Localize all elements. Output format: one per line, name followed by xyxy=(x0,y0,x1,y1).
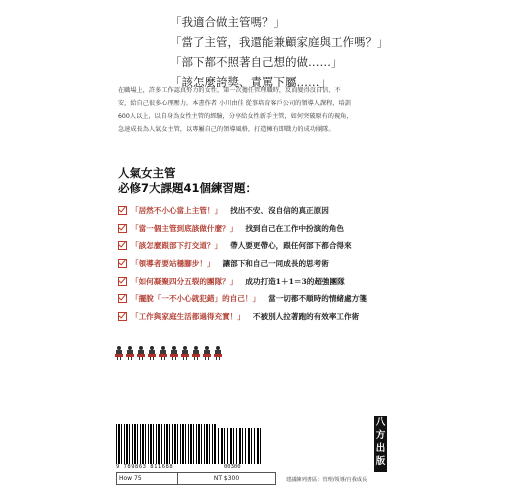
woman-figure-icon xyxy=(192,346,200,360)
woman-figure-icon xyxy=(214,346,222,360)
series-code: How 75 xyxy=(117,473,178,484)
woman-figure-icon xyxy=(115,346,123,360)
list-item xyxy=(118,308,367,326)
info-box xyxy=(116,472,276,485)
lesson-desc: 找到自己在工作中扮演的角色 xyxy=(245,223,345,233)
lesson-title: 「當一個主管到底該做什麼？」 xyxy=(131,223,238,233)
intro-line: 急速成長為人氣女主管，以專屬自己的領導風格，打造擁有即戰力的成功團隊。 xyxy=(118,126,335,133)
checkbox-icon xyxy=(118,259,127,268)
lesson-desc: 帶人要更帶心，跟任何部下都合得來 xyxy=(230,241,352,251)
woman-figure-icon xyxy=(148,346,156,360)
checkbox-icon xyxy=(118,206,127,215)
lesson-title: 「工作與家庭生活都過得充實！」 xyxy=(131,311,245,321)
intro-line: 安，給自己很多心理壓力。本書作者 小川由佳 從事培育客戶公司的領導人課程，培訓 xyxy=(118,100,351,107)
lesson-desc: 當一切都不順時的情緒處方箋 xyxy=(268,294,367,304)
list-item xyxy=(118,237,367,255)
publisher-logo: 八 方 出 版 xyxy=(374,416,387,472)
lesson-title: 「擺脫「一不小心就犯錯」的自己！」 xyxy=(131,294,261,304)
checkbox-icon xyxy=(118,241,127,250)
quote-line: 「我適合做主管嗎？」 xyxy=(170,15,285,29)
checkbox-icon xyxy=(118,294,127,303)
barcode-icon xyxy=(116,424,216,464)
quote-line: 「當了主管，我還能兼顧家庭與工作嗎？」 xyxy=(170,35,389,49)
lesson-desc: 成功打造1＋1＝3的超強團隊 xyxy=(245,276,345,286)
lesson-title: 「如何凝聚四分五裂的團隊？」 xyxy=(131,276,238,286)
price: NT $300 xyxy=(213,475,240,482)
list-item xyxy=(118,290,367,308)
woman-figure-icon xyxy=(159,346,167,360)
woman-figure-icon xyxy=(203,346,211,360)
isbn-addon-digits: 00300 xyxy=(224,464,241,470)
list-item xyxy=(118,272,367,290)
intro-line: 600人以上，以自身為女性主管的經驗，分享給女性新手主管，如何突破原有的視角， xyxy=(118,113,353,120)
lesson-title: 「領導者要站穩腳步！」 xyxy=(131,259,215,269)
shelf-category: 建議陳列書區：管理/領導/自我成長 xyxy=(286,477,368,483)
woman-figure-icon xyxy=(137,346,145,360)
woman-figure-icon xyxy=(170,346,178,360)
lesson-title: 「該怎麼跟部下打交道？」 xyxy=(131,241,223,251)
lesson-title: 「居然不小心當上主管！」 xyxy=(131,206,223,216)
checkbox-icon xyxy=(118,277,127,286)
isbn-digits: 9 789863 811688 xyxy=(116,464,174,470)
woman-figure-icon xyxy=(126,346,134,360)
list-item xyxy=(118,220,367,238)
lesson-desc: 讓部下和自己一同成長的思考術 xyxy=(222,259,329,269)
lesson-desc: 不被別人拉著跑的有效率工作術 xyxy=(252,311,360,321)
lesson-list xyxy=(118,202,367,325)
quote-list xyxy=(170,12,389,92)
heading-line-2: 必修7大課題41個練習題： xyxy=(118,181,258,195)
intro-line: 在職場上，許多工作認真努力的女性，第一次擔任管理職時，反而變得沒自信、不 xyxy=(118,87,341,94)
quote-line: 「部下都不照著自己想的做……」 xyxy=(170,55,343,69)
heading-line-1: 人氣女主管 xyxy=(118,166,176,180)
checkbox-icon xyxy=(118,224,127,233)
women-figures-illustration xyxy=(115,346,222,360)
quote-line: 「該怎麼誇獎、責罵下屬……」 xyxy=(170,75,331,89)
list-item xyxy=(118,202,367,220)
checkbox-icon xyxy=(118,312,127,321)
list-item xyxy=(118,255,367,273)
barcode-addon-icon xyxy=(218,428,262,464)
intro-paragraph xyxy=(118,84,368,136)
lesson-desc: 找出不安、沒自信的真正原因 xyxy=(230,206,329,216)
section-heading xyxy=(118,166,257,196)
woman-figure-icon xyxy=(181,346,189,360)
